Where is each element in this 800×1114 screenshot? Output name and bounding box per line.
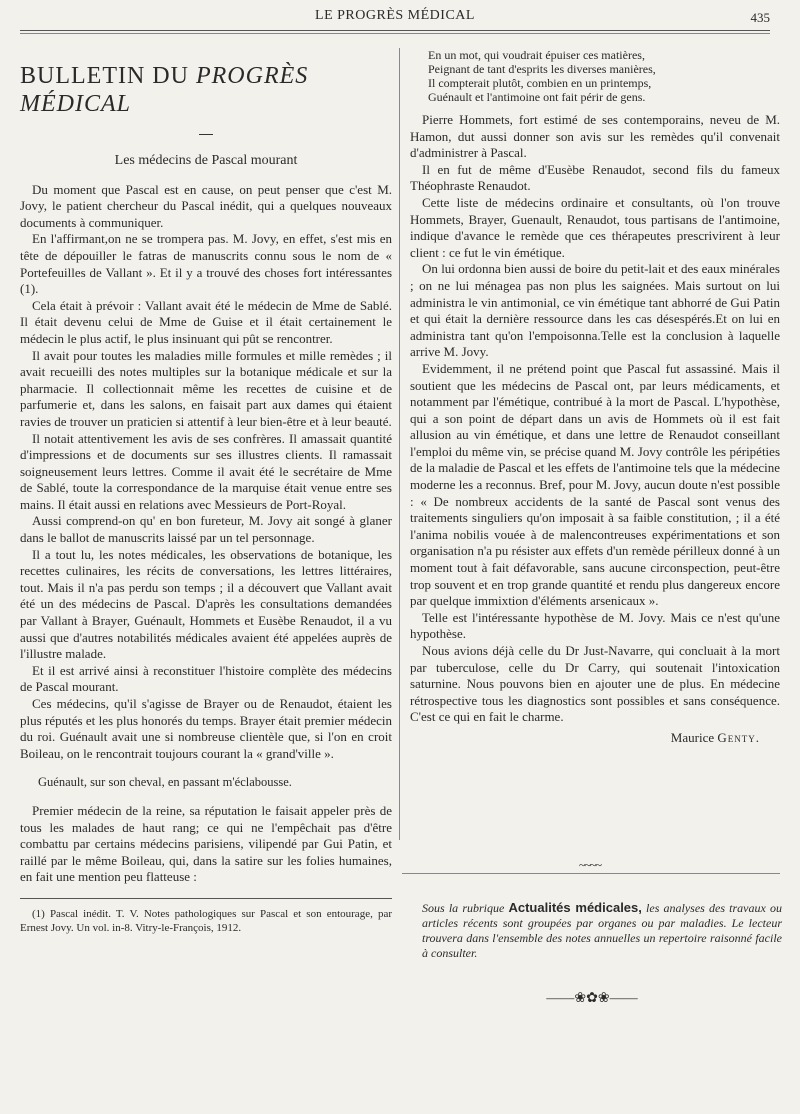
signature [410,730,780,747]
paragraph: Il a tout lu, les notes médicales, les observations de botanique, les recettes culinaires, les récits de conversations, les lettres littéraires, tout. Mais il n'a pas perdu son temps ; il a découvert que Vallant avait été un des médecins de Pascal. D'après les consultations demandées par Vallant à Brayer, Guénault, Hommets et Eusèbe Renaudot, il a vu aussi que d'autres notabilités médicales avaient été appelées auprès de l'illustre malade. [20,546,392,662]
paragraph: Aussi comprend-on qu' en bon fureteur, M. Jovy ait songé à glaner dans le ballot de manuscrits laissé par un tel personnage. [20,513,392,546]
paragraph: On lui ordonna bien aussi de boire du petit-lait et des eaux minérales ; on ne lui ménagea pas non plus les saignées. Mais surtout on lui administra le vin antimonial, ce vin émétique tant abhorré de Gui Patin et qui était la dernière ressource dans les cas désespérés.Et on lui en administra tant qu'on l'empoisonna.Telle est la conclusion à laquelle arrive M. Jovy. [410,261,780,360]
running-title: LE PROGRÈS MÉDICAL [315,8,475,23]
paragraph: Cela était à prévoir : Vallant avait été le médecin de Mme de Sablé. Il était devenu celui de Mme de Guise et il était certainement le médecin le plus actif, le plus insinuant qui pût se rencontrer. [20,297,392,346]
paragraph: Evidemment, il ne prétend point que Pascal fut assassiné. Mais il soutient que les médecins de Pascal ont, par leurs médicaments, et notamment par l'émétique, contribué à la mort de Pascal. L'hypothèse, qui a son point de départ dans un avis de Hommets où il est fait allusion au vin émétique, et dans une lettre de Renaudot conseillant l'emploi du même vin, se précise quand M. Jovy contrôle les péripéties de la maladie de Pascal et les effets de l'antimoine tels que la médecine moderne les a reconnus. Bref, pour M. Jovy, aucun doute n'est possible : « De nombreux accidents de la santé de Pascal sont venus des traitements singuliers qu'on imposait à sa faible constitution, ; il a été l'anima nobilis vouée à de malencontreuses expérimentations et son organisation n'a pu résister aux effets d'un remède périlleux donné à un moment tout à fait défavorable, sans aucune circonspection, peut-être trop souvent et en trop grande quantité et rendu plus dangereux encore par quelque immixtion d'éléments arsenicaux ». [410,360,780,609]
right-column [410,48,780,747]
paragraph: Cette liste de médecins ordinaire et consultants, où l'on trouve Hommets, Brayer, Guenault, Renaudot, tous partisans de l'antimoine, indique d'avance le remède que ces thérapeutes prescrivirent à leur client : ce fut le vin émétique. [410,194,780,260]
bulletin-title [20,62,392,118]
paragraph: Il notait attentivement les avis de ses confrères. Il amassait quantité d'impressions et de documents sur ses illustres clients. Il ramassait soigneusement leurs lettres. Comme il avait été le secrétaire de Mme de Sablé, toute la correspondance de la marquise était venue entre ses mains. Il était aussi en relations avec Messieurs de Port-Royal. [20,430,392,512]
verse-block [428,48,780,104]
end-ornament: ——❀✿❀—— [546,991,638,1006]
paragraph: Du moment que Pascal est en cause, on peut penser que c'est M. Jovy, le patient chercheur du Pascal inédit, qui a quelques nouveaux documents à communiquer. [20,181,392,230]
verse-line: En un mot, qui voudrait épuiser ces matières, [428,48,645,62]
verse-quote: Guénault, sur son cheval, en passant m'éclabousse. [38,775,292,790]
paragraph: En l'affirmant,on ne se trompera pas. M. Jovy, en effet, s'est mis en tête de dépouiller le fatras de manuscrits connu sous le nom de « Portefeuilles de Vallant ». Et il y a trouvé des choses fort intéressantes (1). [20,231,392,297]
signature-last: Genty. [717,729,760,745]
notice-text-b: les analyses des travaux ou articles récents sont groupées par organes ou par maladies. Le lecteur trouvera dans l'ensemble des notes annuelles un repertoire raisonné facile à consulter. [422,901,782,960]
notice [422,900,782,961]
paragraph: Ces médecins, qu'il s'agisse de Brayer ou de Renaudot, étaient les plus réputés et les plus honorés du temps. Brayer était premier médecin du roi. Guénault avait une si nombreuse clientèle que, si l'on en croit Boileau, on le rencontrait toujours courant la « grand'ville ». [20,696,392,761]
column-divider [399,48,400,840]
paragraph: Il en fut de même d'Eusèbe Renaudot, second fils du fameux Théophraste Renaudot. [410,161,780,194]
verse-line: Peignant de tant d'esprits les diverses manières, [428,62,656,76]
article-title: Les médecins de Pascal mourant [114,153,298,168]
signature-first: Maurice [670,729,718,745]
paragraph: Nous avions déjà celle du Dr Just-Navarre, qui concluait à la mort par tuberculose, celle du Dr Carry, qui soutenait l'intoxication saturnine. Nous pouvons bien en ajouter une de plus. En médecine rétrospective tous les diagnostics sont possibles et sans conséquence. C'est ce qui en fait le charme. [410,643,780,725]
title-dash [199,134,213,135]
notice-text-a: Sous la rubrique [422,901,509,915]
footnote: (1) Pascal inédit. T. V. Notes pathologiques sur Pascal et son entourage, par Ernest Jovy. Un vol. in-8. Vitry-le-François, 1912. [20,907,392,934]
paragraph: Premier médecin de la reine, sa réputation le faisait appeler près de tous les malades de haut rang; ce qui ne l'empêchait pas d'être combattu par certains médecins parisiens, vilipendé par Gui Patin, et raillé par le même Boileau, qui, dans la satire sur les folies humaines, en fait une mention peu flatteuse : [20,802,392,885]
paragraph: Telle est l'intéressante hypothèse de M. Jovy. Mais ce n'est qu'une hypothèse. [410,609,780,642]
footnote-rule [20,898,392,899]
verse-line: Guénault et l'antimoine ont fait périr de gens. [428,90,646,104]
left-column [20,58,392,935]
separator-ornament: ~~~~ [579,858,601,872]
verse-line: Il compterait plutôt, combien en un printemps, [428,76,652,90]
running-head [20,6,770,28]
notice-rule [402,873,780,874]
paragraph: Il avait pour toutes les maladies mille formules et mille remèdes ; il avait recueilli des notes multiples sur la botanique médicale et sur la pharmacie. Il collectionnait même les recettes de cuisine et de parfumerie et, dans les salons, en faisait part aux dames qui étaient ravies de trouver un praticien si attentif à leur bien-être et à leur beauté. [20,347,392,429]
paragraph: Et il est arrivé ainsi à reconstituer l'histoire complète des médecins de Pascal mourant. [20,662,392,695]
header-rule [20,30,770,31]
paragraph: Pierre Hommets, fort estimé de ses contemporains, neveu de M. Hamon, dut aussi donner son avis sur les remèdes qu'il convenait d'administrer à Pascal. [410,112,780,161]
page-number: 435 [750,10,770,25]
bulletin-title-italic: PROGRÈS MÉDICAL [20,63,309,117]
notice-rubric: Actualités médicales, [508,900,642,915]
header-rule-thin [20,33,770,34]
bulletin-title-main: BULLETIN DU [20,63,196,89]
